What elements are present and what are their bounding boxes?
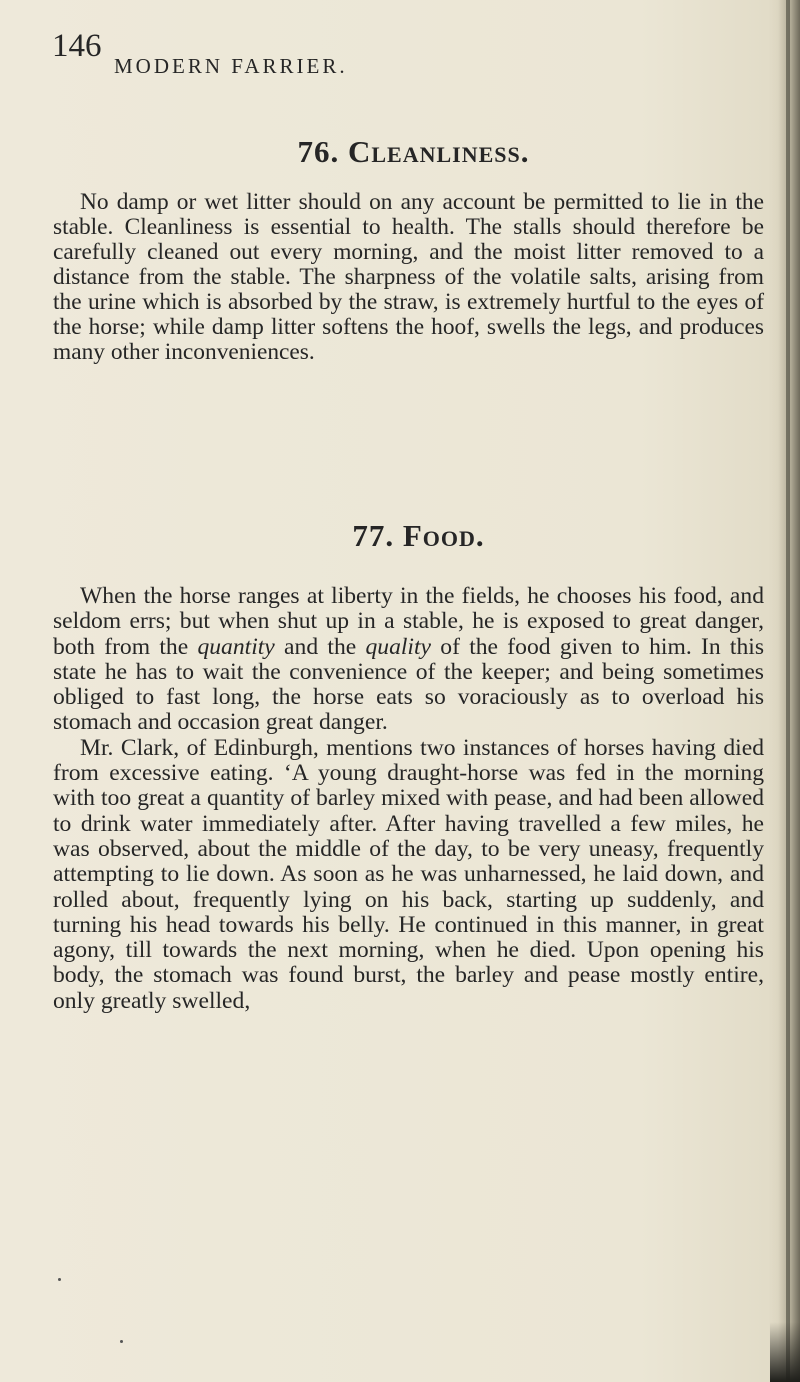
text-run: and the	[274, 633, 366, 660]
section-title: 77. Food.	[352, 518, 485, 553]
page-header	[52, 20, 752, 80]
binding-edge	[786, 0, 790, 1382]
text-run: of the food given to him. In this state he has to wait the convenience of the keeper; and being sometimes obliged to fast long, the horse eats so voraciously as to overload his stomach and occasion great danger.	[53, 633, 765, 736]
italic-term: quantity	[197, 633, 275, 660]
ink-speck	[58, 1278, 61, 1281]
paragraph: Mr. Clark, of Edinburgh, mentions two instances of horses having died from excessive eating. ‘A young draught-horse was fed in the morning with too great a quantity of barley mixed with pease, and had been allowed to drink water immediately after. After having travelled a few miles, he was observed, about the middle of the day, to be very uneasy, frequently attempting to lie down. As soon as he was unharnessed, he laid down, and rolled about, frequently lying on his back, starting up suddenly, and turning his head towards his belly. He continued in this manner, in great agony, till towards the next morning, when he died. Upon opening his body, the stomach was found burst, the barley and pease mostly entire, only greatly swelled,	[53, 734, 764, 1014]
ink-speck	[120, 1340, 123, 1343]
section-cleanliness	[53, 134, 764, 365]
paragraph: No damp or wet litter should on any account be permitted to lie in the stable. Cleanliness is essential to health. The stalls should therefore be carefully cleaned out every morning, and the moist litter removed to a distance from the stable. The sharpness of the volatile salts, arising from the urine which is absorbed by the straw, is extremely hurtful to the eyes of the horse; while damp litter softens the hoof, swells the legs, and produces many other inconveniences.	[53, 189, 764, 365]
section-food	[53, 518, 764, 1014]
italic-term: quality	[365, 633, 432, 660]
running-head: MODERN FARRIER.	[114, 54, 348, 78]
section-title: 76. Cleanliness.	[297, 134, 530, 169]
paragraph	[53, 584, 764, 736]
text-run: When the horse ranges at liberty in the fields, he chooses his food, and seldom errs; but when shut up in a stable, he is exposed to great danger, both from the	[53, 583, 764, 660]
page-corner-shadow	[770, 1322, 800, 1382]
page-number: 146	[52, 28, 102, 64]
